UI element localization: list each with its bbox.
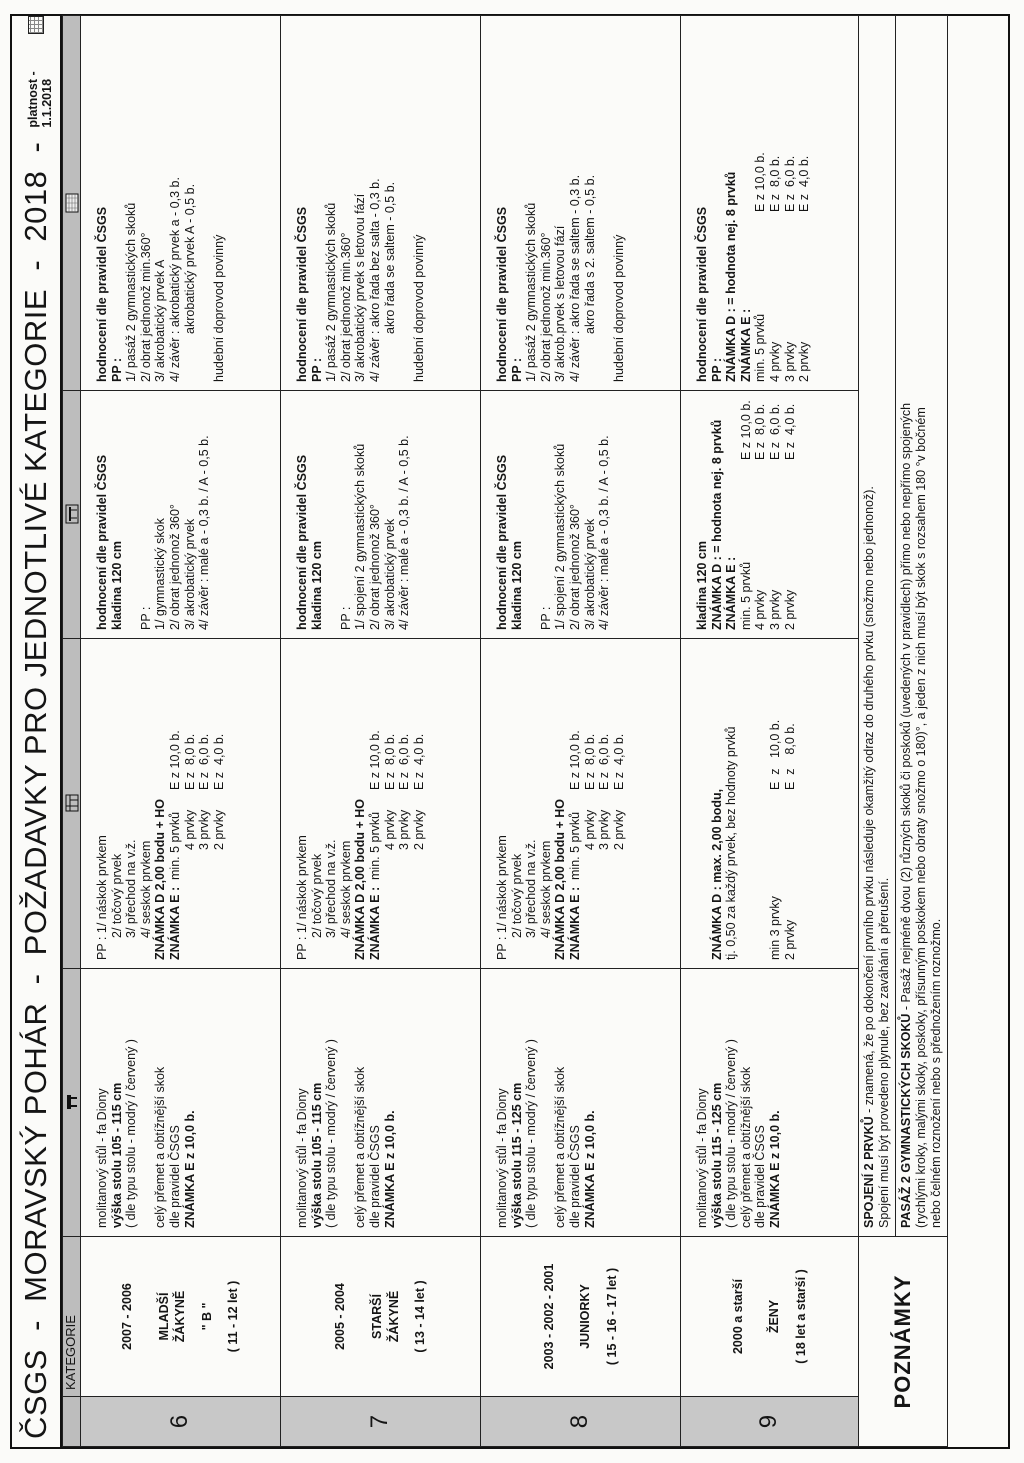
text-line: 3/ přechod na v.ž. xyxy=(324,839,339,938)
header-vault xyxy=(63,969,81,1237)
text-line: hodnocení dle pravidel ČSGS xyxy=(295,206,309,382)
text-line: hudební doprovod povinný xyxy=(611,234,626,382)
pp-label: PP : xyxy=(95,936,109,960)
text-line: hodnocení dle pravidel ČSGS xyxy=(695,206,709,382)
text-line: ZNÁMKA D : = hodnota nej. 8 prvků xyxy=(724,171,739,382)
category-name: ŽÁKYNĚ xyxy=(386,1290,401,1343)
score-row xyxy=(753,399,768,630)
floor-requirements xyxy=(681,16,859,391)
category-row xyxy=(81,16,281,1447)
category-years: 2003 - 2002 - 2001 xyxy=(541,1263,556,1370)
category-years: 2000 a starší xyxy=(730,1278,745,1355)
note-1-text: - znamená, že po dokončení prvního prvku následuje okamžitý odraz do druhého prvku (snožmo nebo jednonož). xyxy=(862,486,876,1117)
text-line: ZNÁMKA D 2,00 bodu + HO xyxy=(153,798,168,960)
score-value: E z 8,0 b. xyxy=(767,155,782,212)
floor-mat-icon xyxy=(65,193,79,213)
text-line: 1/ spojení 2 gymnastických skoků xyxy=(353,443,368,630)
grid-icon xyxy=(28,16,44,34)
score-value: E z 4,0 b. xyxy=(611,733,626,790)
text-line: dle pravidel ČSGS xyxy=(753,1125,768,1228)
score-count: 3 prvky xyxy=(782,341,797,382)
score-row xyxy=(412,647,427,960)
bars-item: 1/ náskok prvkem xyxy=(495,835,509,934)
text-line: 2/ točový prvek xyxy=(509,853,524,938)
score-value: E z 8,0 b. xyxy=(582,733,597,790)
balance-beam-icon xyxy=(65,505,79,525)
score-count: 2 prvky xyxy=(211,809,226,850)
table-header-row xyxy=(63,16,81,1447)
score-count: 4 prvky xyxy=(382,809,397,850)
score-row xyxy=(168,647,183,960)
text-line: ZNÁMKA D 2,00 bodu + HO xyxy=(353,798,368,960)
notes-label: POZNÁMKY xyxy=(859,1237,948,1447)
bars-requirements xyxy=(281,639,481,969)
text-line: ( dle typu stolu - modrý / červený ) xyxy=(524,1039,539,1228)
category-name: ŽENY xyxy=(767,1299,782,1334)
score-count: 3 prvky xyxy=(597,809,612,850)
pp-label: PP : xyxy=(295,936,309,960)
text-line: PP : xyxy=(109,357,124,382)
score-row xyxy=(768,24,783,382)
score-value: E z 8,0 b. xyxy=(182,733,197,790)
validity-date: platnost - 1.1.2018 xyxy=(26,71,54,128)
score-count: 2 prvky xyxy=(782,589,797,630)
score-value: E z 6,0 b. xyxy=(597,733,612,790)
text-line: výška stolu 115 - 125 cm xyxy=(709,1082,724,1228)
category-number: 9 xyxy=(681,1397,859,1447)
text-line: kladina 120 cm xyxy=(109,541,124,630)
category-row xyxy=(281,16,481,1447)
text-line: 1/ pasáž 2 gymnastických skoků xyxy=(324,202,339,382)
beam-requirements xyxy=(81,391,281,639)
score-count: 2 prvky xyxy=(782,919,797,960)
note-pasaz xyxy=(896,16,948,1237)
text-line: PP : xyxy=(538,606,553,630)
score-e-label: ZNÁMKA E : xyxy=(567,886,582,960)
text-line: celý přemet a obtížnější skok xyxy=(738,1066,753,1228)
note-spojeni xyxy=(859,16,896,1237)
score-row xyxy=(739,399,754,630)
text-line: celý přemet a obtížnější skok xyxy=(353,1066,368,1228)
score-value: E z 6,0 b. xyxy=(397,733,412,790)
category-number: 6 xyxy=(81,1397,281,1447)
text-line: ( dle typu stolu - modrý / červený ) xyxy=(124,1039,139,1228)
document-title xyxy=(12,16,62,1447)
score-count: 4 prvky xyxy=(767,341,782,382)
text-line: akrobatický prvek A - 0,5 b. xyxy=(182,183,197,334)
category-cell xyxy=(681,1237,859,1397)
floor-requirements xyxy=(281,16,481,391)
uneven-bars-icon xyxy=(65,795,79,813)
score-row xyxy=(383,647,398,960)
text-line: 2/ obrat jednonož min.360° xyxy=(338,232,353,382)
text-line: 1/ pasáž 2 gymnastických skoků xyxy=(524,202,539,382)
score-count: 3 prvky xyxy=(767,589,782,630)
score-value: E z 4,0 b. xyxy=(211,733,226,790)
text-line: ( dle typu stolu - modrý / červený ) xyxy=(324,1039,339,1228)
text-line: 2/ točový prvek xyxy=(109,853,124,938)
score-value: E z 8,0 b. xyxy=(382,733,397,790)
text-line: hodnocení dle pravidel ČSGS xyxy=(95,454,109,630)
text-line: hodnocení dle pravidel ČSGS xyxy=(295,454,309,630)
text-line: dle pravidel ČSGS xyxy=(567,1125,582,1228)
category-ages: ( 11 - 12 let ) xyxy=(226,1280,241,1353)
text-line: 2/ obrat jednonož 360° xyxy=(567,504,582,630)
header-beam xyxy=(63,391,81,639)
score-row xyxy=(397,647,412,960)
pp-label: PP : xyxy=(495,936,509,960)
score-value: E z 6,0 b. xyxy=(782,155,797,212)
bars-requirements xyxy=(681,639,859,969)
text-line: 2/ točový prvek xyxy=(309,853,324,938)
score-row xyxy=(768,647,783,960)
score-count: 4 prvky xyxy=(753,589,768,630)
score-row xyxy=(568,647,583,960)
category-row xyxy=(481,16,681,1447)
text-line: 3/ akrobatický prvek xyxy=(182,518,197,630)
text-line: celý přemet a obtížnější skok xyxy=(553,1066,568,1228)
text-line: PP : xyxy=(138,606,153,630)
score-row xyxy=(783,647,798,960)
category-ages: ( 13 - 14 let ) xyxy=(413,1280,428,1353)
text-line: molitanový stůl - fa Diony xyxy=(695,1088,709,1228)
text-line: kladina 120 cm xyxy=(509,541,524,630)
score-row xyxy=(583,647,598,960)
text-line: hodnocení dle pravidel ČSGS xyxy=(495,454,509,630)
score-value: E z 4,0 b. xyxy=(411,733,426,790)
beam-requirements xyxy=(481,391,681,639)
text-line: ZNÁMKA E z 10,0 b. xyxy=(767,1110,782,1228)
header-bars xyxy=(63,639,81,969)
text-line: 3/ akrob.prvek s letovou fází xyxy=(553,225,568,382)
score-value: E z 6,0 b. xyxy=(197,733,212,790)
floor-requirements xyxy=(481,16,681,391)
vault-requirements xyxy=(481,969,681,1237)
note-1-heading: SPOJENÍ 2 PRVKŮ xyxy=(862,1116,876,1228)
score-value: E z 8,0 b. xyxy=(782,723,797,790)
score-count: 2 prvky xyxy=(611,809,626,850)
score-row xyxy=(597,647,612,960)
text-line: 3/ akrobatický prvek xyxy=(382,518,397,630)
text-line: tj. 0,50 za každý prvek, bez hodnoty prvků xyxy=(724,726,739,960)
text-line: hudební doprovod povinný xyxy=(211,234,226,382)
category-name: JUNIORKY xyxy=(578,1284,593,1349)
text-line: ZNÁMKA D : = hodnota nej. 8 prvků xyxy=(709,419,724,630)
score-row xyxy=(753,24,768,382)
note-2-heading: PASÁŽ 2 GYMNASTICKÝCH SKOKŮ xyxy=(899,1013,913,1228)
score-value: E z 10,0 b. xyxy=(767,719,782,790)
text-line: 2/ obrat jednonož min.360° xyxy=(538,232,553,382)
requirements-table xyxy=(62,15,948,1447)
text-line: 2/ obrat jednonož min.360° xyxy=(138,232,153,382)
score-row xyxy=(768,399,783,630)
header-floor xyxy=(63,16,81,391)
text-line: PP : xyxy=(509,357,524,382)
score-count: min 3 prvky xyxy=(767,896,782,960)
text-line: 4/ závěr : akro řada se saltem - 0,3 b. xyxy=(567,174,582,382)
text-line: ZNÁMKA E : xyxy=(738,308,753,382)
text-line: PP : xyxy=(338,606,353,630)
category-years: 2007 - 2006 xyxy=(120,1283,135,1350)
category-row xyxy=(681,16,859,1447)
text-line: molitanový stůl - fa Diony xyxy=(95,1088,109,1228)
score-count: 3 prvky xyxy=(197,809,212,850)
text-line: ( dle typu stolu - modrý / červený ) xyxy=(724,1039,739,1228)
text-line: 3/ akrobatický prvek s letovou fází xyxy=(353,193,368,382)
score-row xyxy=(612,647,627,960)
category-name: ŽÁKYNĚ xyxy=(173,1290,188,1343)
text-line: výška stolu 105 - 115 cm xyxy=(309,1082,324,1228)
category-years: 2005 - 2004 xyxy=(333,1283,348,1350)
text-line: molitanový stůl - fa Diony xyxy=(295,1088,309,1228)
note-2-text: - Pasáž nejméně dvou (2) různých skoků či poskoků (uvedených v pravidlech) přímo nebo nepřímo spojených xyxy=(899,402,913,1014)
score-row xyxy=(197,647,212,960)
text-line: 3/ přechod na v.ž. xyxy=(124,839,139,938)
header-kategorie: KATEGORIE xyxy=(63,1237,81,1397)
vault-requirements xyxy=(281,969,481,1237)
vault-requirements xyxy=(681,969,859,1237)
bars-item: 1/ náskok prvkem xyxy=(295,835,309,934)
vault-requirements xyxy=(81,969,281,1237)
category-class: " B " xyxy=(199,1302,214,1331)
text-line: 4/ závěr : malé a - 0,3 b. / A - 0,5 b. xyxy=(597,435,612,630)
text-line: dle pravidel ČSGS xyxy=(167,1125,182,1228)
notes-row xyxy=(859,16,896,1447)
text-line: ZNÁMKA D 2,00 bodu + HO xyxy=(553,798,568,960)
text-line: 4/ závěr : malé a - 0,3 b. / A - 0,5 b. xyxy=(197,435,212,630)
score-count: 4 prvky xyxy=(182,809,197,850)
text-line: ZNÁMKA D : max. 2,00 bodu, xyxy=(709,788,724,960)
text-line: kladina 120 cm xyxy=(309,541,324,630)
bars-requirements xyxy=(81,639,281,969)
category-name: MLADŠÍ xyxy=(156,1292,171,1341)
score-count: min. 5 prvků xyxy=(753,313,768,382)
score-value: E z 4,0 b. xyxy=(797,155,812,212)
text-line: 2/ obrat jednonož 360° xyxy=(367,504,382,630)
text-line: dle pravidel ČSGS xyxy=(367,1125,382,1228)
score-count: 2 prvky xyxy=(411,809,426,850)
score-count: 4 prvky xyxy=(582,809,597,850)
category-number: 7 xyxy=(281,1397,481,1447)
score-value: E z 10,0 b. xyxy=(738,400,753,460)
text-line: 1/ gymnastický skok xyxy=(153,518,168,630)
text-line: 4/ seskok prvkem xyxy=(538,840,553,938)
score-row xyxy=(783,24,798,382)
text-line: akro řada se saltem - 0,5 b. xyxy=(382,181,397,334)
category-cell xyxy=(281,1237,481,1397)
category-cell xyxy=(481,1237,681,1397)
score-value: E z 6,0 b. xyxy=(767,403,782,460)
vault-table-icon xyxy=(66,1094,78,1112)
score-value: E z 10,0 b. xyxy=(167,730,182,790)
text-line: ZNÁMKA E : xyxy=(724,556,739,630)
score-count: 3 prvky xyxy=(397,809,412,850)
text-line: celý přemet a obtížnější skok xyxy=(153,1066,168,1228)
text-line: PP : xyxy=(709,357,724,382)
score-e-label: ZNÁMKA E : xyxy=(367,886,382,960)
score-count: min. 5 prvků xyxy=(167,811,182,880)
requirements-table-frame xyxy=(10,14,1010,1449)
category-ages: ( 15 - 16 - 17 let ) xyxy=(604,1267,619,1366)
score-row xyxy=(797,24,812,382)
text-line: molitanový stůl - fa Diony xyxy=(495,1088,509,1228)
score-row xyxy=(783,399,798,630)
text-line: 3/ akrobatický prvek A xyxy=(153,259,168,382)
score-value: E z 10,0 b. xyxy=(567,730,582,790)
score-count: min. 5 prvků xyxy=(567,811,582,880)
score-row xyxy=(368,647,383,960)
score-row xyxy=(183,647,198,960)
text-line: 3/ akrobatický prvek xyxy=(582,518,597,630)
text-line: výška stolu 115 - 125 cm xyxy=(509,1082,524,1228)
bars-item: 1/ náskok prvkem xyxy=(95,835,109,934)
beam-requirements xyxy=(281,391,481,639)
text-line: výška stolu 105 - 115 cm xyxy=(109,1082,124,1228)
text-line: 4/ seskok prvkem xyxy=(138,840,153,938)
text-line: hodnocení dle pravidel ČSGS xyxy=(495,206,509,382)
text-line: 4/ závěr : akro řada bez salta - 0,3 b. xyxy=(367,178,382,382)
category-number: 8 xyxy=(481,1397,681,1447)
notes-row-2 xyxy=(896,16,948,1447)
category-cell xyxy=(81,1237,281,1397)
category-ages: ( 18 let a starší ) xyxy=(793,1269,808,1364)
score-value: E z 4,0 b. xyxy=(782,403,797,460)
title-text: ČSGS - MORAVSKÝ POHÁR - POŽADAVKY PRO JEDNOTLIVÉ KATEGORIE - 2018 - xyxy=(18,141,53,1439)
text-line: PP : xyxy=(309,357,324,382)
beam-requirements xyxy=(681,391,859,639)
note-1-line2: Spojení musí být provedeno plynule, bez zaváhání a přerušení. xyxy=(877,877,891,1228)
score-value: E z 10,0 b. xyxy=(753,152,768,212)
text-line: 2/ obrat jednonož 360° xyxy=(167,504,182,630)
score-count: 2 prvky xyxy=(797,341,812,382)
score-value: E z 8,0 b. xyxy=(753,403,768,460)
text-line: 4/ závěr : akrobatický prvek a - 0,3 b. xyxy=(167,177,182,382)
bars-requirements xyxy=(481,639,681,969)
text-line: ZNÁMKA E z 10,0 b. xyxy=(582,1110,597,1228)
score-count: min. 5 prvků xyxy=(367,811,382,880)
score-count: min. 5 prvků xyxy=(738,561,753,630)
note-2-line3: nebo čelném roznožení nebo s přednožením roznožmo. xyxy=(929,918,943,1228)
text-line: 4/ seskok prvkem xyxy=(338,840,353,938)
text-line: kladina 120 cm xyxy=(695,541,709,630)
score-e-label: ZNÁMKA E : xyxy=(167,886,182,960)
text-line: 1/ pasáž 2 gymnastických skoků xyxy=(124,202,139,382)
text-line: 3/ přechod na v.ž. xyxy=(524,839,539,938)
text-line: 1/ spojení 2 gymnastických skoků xyxy=(553,443,568,630)
text-line: ZNÁMKA E z 10,0 b. xyxy=(382,1110,397,1228)
score-row xyxy=(212,647,227,960)
text-line: akro řada s 2. saltem - 0,5 b. xyxy=(582,174,597,334)
floor-requirements xyxy=(81,16,281,391)
category-name: STARŠÍ xyxy=(369,1294,384,1339)
text-line: hodnocení dle pravidel ČSGS xyxy=(95,206,109,382)
text-line: hudební doprovod povinný xyxy=(411,234,426,382)
text-line: ZNÁMKA E z 10,0 b. xyxy=(182,1110,197,1228)
text-line: 4/ závěr : malé a - 0,3 b. / A - 0,5 b. xyxy=(397,435,412,630)
score-value: E z 10,0 b. xyxy=(367,730,382,790)
note-2-line2: (rychlými kroky, malými skoky, poskoky, přísunným poskokem nebo obraty snožmo o 180)°, a jeden z nich musí být skok s rozsahem 180 °v bočném xyxy=(914,407,928,1228)
